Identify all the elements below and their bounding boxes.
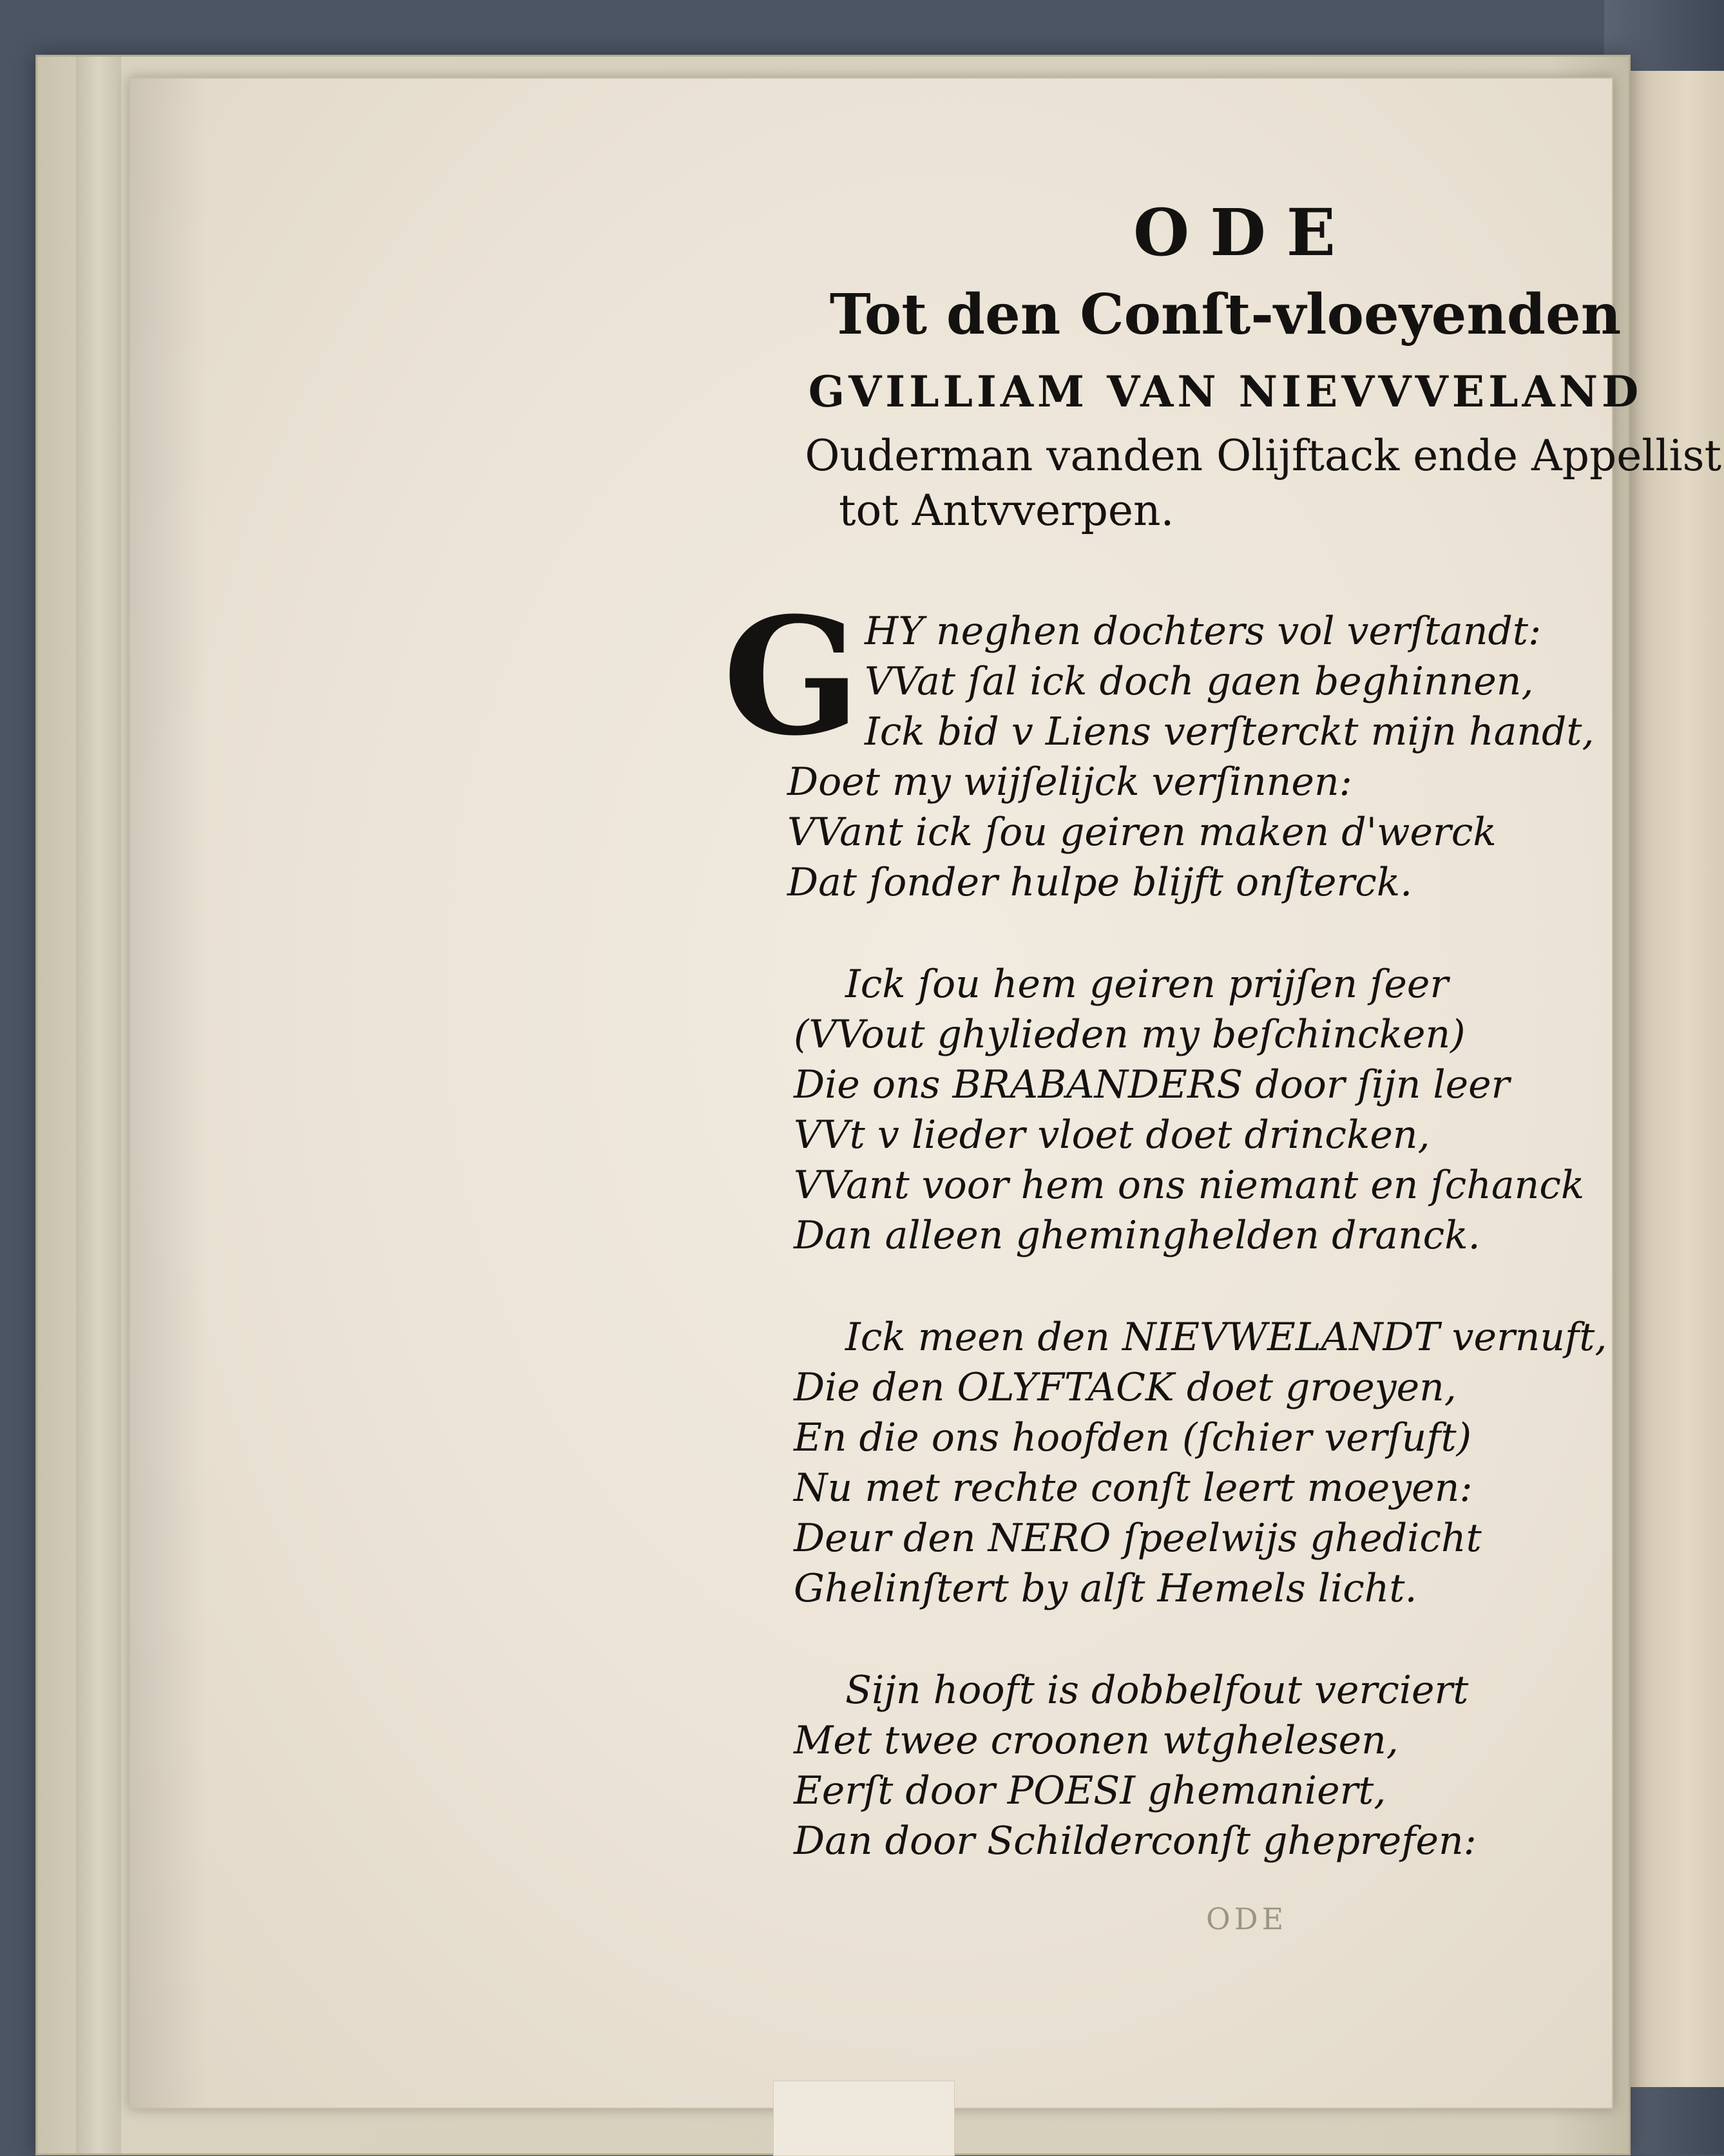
verse-line: Ick bid v Liens verſterckt mijn handt, [865,709,1595,754]
dedicatee-city: tot Antvverpen. [839,486,1174,535]
catchword-bleedthrough: ODE [1206,1902,1288,1936]
verse-line: Nu met rechte conſt leert moeyen: [794,1465,1473,1511]
stanza-3 [723,1312,1724,1614]
verse-line: Deur den NERO ſpeelwijs ghedicht [794,1516,1482,1561]
verse-line: Sijn hooft is dobbelfout verciert [845,1668,1469,1713]
verse-line: Die ons BRABANDERS door ſijn leer [794,1062,1510,1107]
verse-line: Eerſt door POESI ghemaniert, [794,1768,1386,1813]
verse-line: Dat ſonder hulpe blijft onſterck. [787,860,1413,905]
dedicatee-office: Ouderman vanden Olijftack ende Appellist [805,431,1721,481]
page-tab [773,2081,955,2156]
verse-line: Ick ſou hem geiren prijſen ſeer [845,962,1449,1007]
ode-title: ODE [1133,195,1357,271]
verse-line: VVt v lieder vloet doet drincken, [794,1112,1430,1158]
stanza-1 [723,582,1724,908]
stanza-2 [723,959,1724,1261]
verse-line: Ghelinſtert by alſt Hemels licht. [794,1566,1417,1611]
verse-line: VVant voor hem ons niemant en ſchanck [794,1163,1585,1208]
ode-subtitle: Tot den Conſt-vloeyenden [829,282,1622,347]
verse-line: Dan door Schilderconſt gheprefen: [794,1818,1477,1864]
verse-line: Dan alleen gheminghelden dranck. [794,1213,1480,1258]
verse-line: Met twee croonen wtghelesen, [794,1718,1399,1763]
stanza-4 [723,1665,1724,1866]
verse-line: Die den OLYFTACK doet groeyen, [794,1365,1457,1410]
dedicatee-name: GVILLIAM VAN NIEVVVELAND [808,367,1643,417]
verse-line: HY neghen dochters vol verſtandt: [865,609,1542,654]
verse-line: VVat ſal ick doch gaen beghinnen, [865,659,1534,704]
verse-line: Doet my wijſelijck verſinnen: [787,759,1352,805]
verse-line: Ick meen den NIEVWELANDT vernuft, [845,1315,1607,1360]
book-page [129,77,1721,2109]
verse-line: (VVout ghylieden my beſchincken) [794,1012,1466,1057]
verse-line: En die ons hoofden (ſchier verſuft) [794,1415,1472,1460]
ode-text [723,195,1724,1866]
verse-line: VVant ick ſou geiren maken d'werck [787,810,1497,855]
drop-capital: G [723,582,861,771]
